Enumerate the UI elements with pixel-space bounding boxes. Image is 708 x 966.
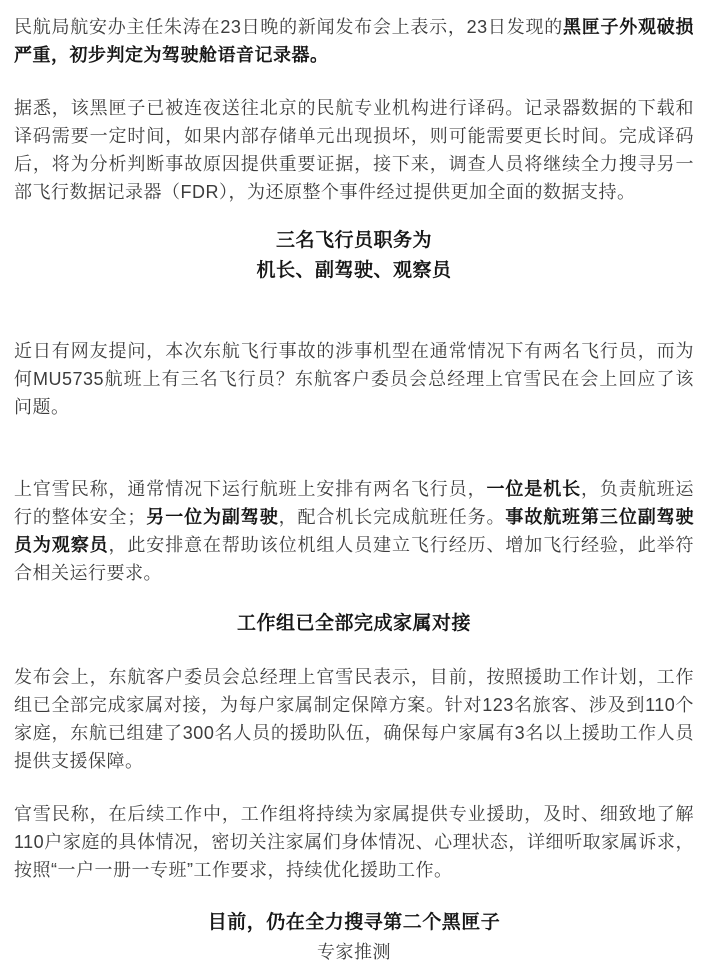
text-run: ，配合机长完成航班任务。 bbox=[278, 507, 506, 527]
emphasis-text: 一位是机长 bbox=[486, 479, 581, 499]
paragraph-followup-work bbox=[14, 800, 694, 884]
text-run: 上官雪民称，通常情况下运行航班上安排有两名飞行员， bbox=[14, 479, 487, 499]
section-heading-three-pilots bbox=[14, 226, 694, 286]
heading-line: 机长、副驾驶、观察员 bbox=[256, 260, 452, 281]
text-run: ，此安排意在帮助该位机组人员建立飞行经历、增加飞行经验，此举符合相关运行要求。 bbox=[14, 535, 694, 583]
section-heading-family-liaison: 工作组已全部完成家属对接 bbox=[236, 613, 471, 634]
subheading-expert-speculation: 专家推测 bbox=[317, 942, 391, 962]
paragraph-assistance-plan bbox=[14, 663, 694, 775]
paragraph-decoding-process bbox=[14, 94, 694, 206]
emphasis-text: 另一位为副驾驶 bbox=[145, 507, 279, 527]
paragraph-pilot-roles bbox=[14, 475, 694, 587]
emphasis-text: 黑匣子外观破损严重，初步判定为驾驶舱语音记录器。 bbox=[14, 17, 695, 65]
text-run: 民航局航安办主任朱涛在23日晚的新闻发布会上表示，23日发现的 bbox=[14, 17, 563, 37]
paragraph-black-box-found bbox=[14, 13, 694, 69]
text-run: 据悉，该黑匣子已被连夜送往北京的民航专业机构进行译码。记录器数据的下载和译码需要一定时间，如果内部存储单元出现损坏，则可能需要更长时间。完成译码后，将为分析判断事故原因提供重要证据，接下来，调查人员将继续全力搜寻另一部飞行数据记录器（FDR），为还原整个事件经过提供更加全面的数据支持。 bbox=[14, 98, 694, 202]
paragraph-netizen-question bbox=[14, 337, 694, 421]
text-run: 官雪民称，在后续工作中，工作组将持续为家属提供专业援助，及时、细致地了解110户家庭的具体情况，密切关注家属们身体情况、心理状态，详细听取家属诉求，按照“一户一册一专班”工作要求，持续优化援助工作。 bbox=[14, 804, 694, 880]
emphasis-text: 事故航班第三位副驾驶员为观察员 bbox=[14, 507, 695, 555]
text-run: ，负责航班运行的整体安全； bbox=[14, 479, 694, 527]
text-run: 发布会上，东航客户委员会总经理上官雪民表示，目前，按照援助工作计划，工作组已全部完成家属对接，为每户家属制定保障方案。针对123名旅客、涉及到110个家庭，东航已组建了300名人员的援助队伍，确保每户家属有3名以上援助工作人员提供支援保障。 bbox=[14, 667, 694, 771]
section-heading-second-black-box: 目前，仍在全力搜寻第二个黑匣子 bbox=[207, 912, 501, 933]
heading-line: 三名飞行员职务为 bbox=[275, 230, 432, 251]
text-run: 近日有网友提问，本次东航飞行事故的涉事机型在通常情况下有两名飞行员，而为何MU5735航班上有三名飞行员？东航客户委员会总经理上官雪民在会上回应了该问题。 bbox=[14, 341, 694, 417]
